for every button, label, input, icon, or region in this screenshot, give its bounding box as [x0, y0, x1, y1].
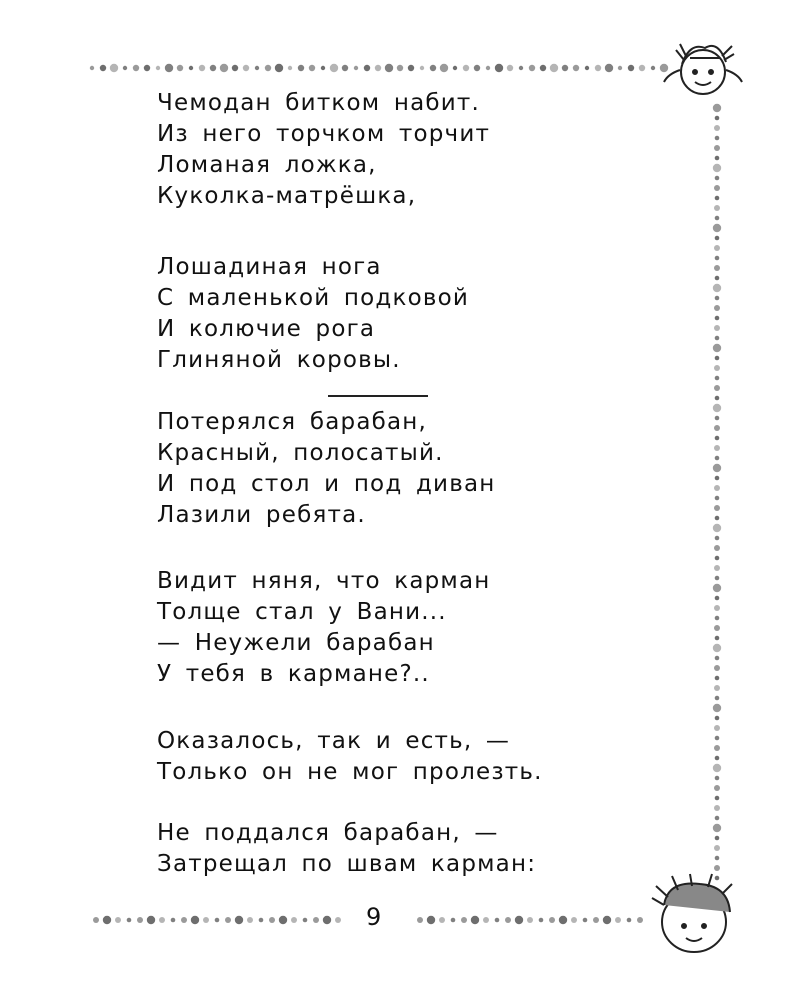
border-bead	[618, 66, 622, 70]
border-bead	[605, 64, 613, 72]
border-bead	[330, 64, 338, 72]
border-bead	[715, 576, 720, 581]
border-bead	[420, 66, 424, 70]
poem-line: Потерялся барабан,	[157, 409, 428, 435]
border-bead	[191, 916, 199, 924]
poem-line: Лазили ребята.	[157, 502, 366, 528]
border-bead	[309, 65, 315, 71]
border-bead	[177, 65, 183, 71]
border-bead	[715, 616, 720, 621]
border-bead	[715, 516, 720, 521]
border-bead	[715, 336, 720, 341]
border-bead	[171, 918, 176, 923]
border-bead	[123, 66, 127, 70]
border-bead	[595, 65, 601, 71]
border-bead	[573, 65, 579, 71]
border-bead	[342, 65, 348, 71]
stanza-5	[157, 726, 543, 788]
border-bead	[715, 196, 720, 201]
border-bead	[715, 456, 720, 461]
border-bead	[714, 305, 720, 311]
border-bead	[713, 164, 721, 172]
border-bead	[103, 916, 111, 924]
border-bead	[199, 65, 205, 71]
poem-line: Красный, полосатый.	[157, 440, 444, 466]
stanza-1	[157, 88, 490, 212]
border-bead	[715, 316, 720, 321]
girl-face-icon	[664, 44, 742, 94]
border-bead	[715, 756, 720, 761]
border-bead	[715, 636, 720, 641]
border-bead	[714, 205, 720, 211]
border-bead	[232, 65, 238, 71]
border-bead	[715, 596, 720, 601]
poem-line: С маленькой подковой	[157, 285, 470, 311]
border-bead	[714, 445, 720, 451]
border-bead	[715, 676, 720, 681]
border-bead	[714, 545, 720, 551]
border-bead	[715, 236, 720, 241]
border-bead	[321, 66, 325, 70]
border-bead	[550, 64, 558, 72]
poem-line: Куколка-матрёшка,	[157, 183, 417, 209]
poem-line: Чемодан битком набит.	[157, 90, 481, 116]
section-divider	[328, 395, 428, 397]
border-bead	[593, 917, 599, 923]
border-bead	[335, 917, 341, 923]
border-bead	[714, 665, 720, 671]
border-bead	[100, 65, 106, 71]
border-bead	[714, 805, 720, 811]
border-bead	[714, 625, 720, 631]
poem-line: Ломаная ложка,	[157, 152, 377, 178]
border-bead	[461, 917, 467, 923]
border-bead	[715, 816, 720, 821]
border-bead	[323, 916, 331, 924]
border-bead	[715, 656, 720, 661]
border-bead	[439, 917, 445, 923]
border-bead	[715, 436, 720, 441]
border-bead	[474, 65, 480, 71]
border-bead	[527, 917, 533, 923]
border-bead	[651, 66, 655, 70]
border-bead	[714, 485, 720, 491]
border-bead	[298, 65, 304, 71]
stanza-6	[157, 818, 536, 880]
border-bead	[210, 65, 216, 71]
border-bead	[627, 918, 632, 923]
border-bead	[713, 404, 721, 412]
border-bead	[127, 918, 132, 923]
border-bead	[713, 344, 721, 352]
poem-line: Затрещал по швам карман:	[157, 851, 537, 877]
border-bead	[715, 876, 720, 881]
border-bead	[714, 425, 720, 431]
border-bead	[417, 917, 423, 923]
border-bead	[714, 385, 720, 391]
poem-line: Лошадиная нога	[157, 254, 382, 280]
border-bead	[585, 66, 589, 70]
border-bead	[507, 65, 513, 71]
border-bead	[715, 116, 720, 121]
border-bead	[571, 917, 577, 923]
border-bead	[495, 918, 500, 923]
border-bead	[440, 64, 448, 72]
border-bead	[715, 496, 720, 501]
border-bead	[713, 284, 721, 292]
page-number: 9	[366, 903, 382, 931]
stanza-3	[157, 407, 496, 531]
border-bead	[715, 536, 720, 541]
poem-line: Толще стал у Вани...	[157, 599, 447, 625]
border-bead	[364, 65, 370, 71]
border-bead	[615, 917, 621, 923]
border-bead	[486, 66, 490, 70]
poem-line: Только он не мог пролезть.	[157, 759, 543, 785]
border-bead	[714, 685, 720, 691]
border-bead	[430, 65, 436, 71]
border-bead	[715, 416, 720, 421]
border-bead	[714, 365, 720, 371]
border-bead	[453, 66, 457, 70]
poem-line: Глиняной коровы.	[157, 347, 401, 373]
border-bead	[714, 185, 720, 191]
boy-face-icon	[652, 874, 732, 952]
border-bead	[639, 65, 645, 71]
border-bead	[549, 917, 555, 923]
border-bead	[713, 644, 721, 652]
border-bead	[714, 245, 720, 251]
border-bead	[243, 65, 249, 71]
border-bead	[713, 224, 721, 232]
border-bead	[279, 916, 287, 924]
border-bead	[259, 918, 264, 923]
border-bead	[713, 584, 721, 592]
border-bead	[713, 524, 721, 532]
border-bead	[713, 824, 721, 832]
border-bead	[463, 65, 469, 71]
poem-line: Не поддался барабан, —	[157, 820, 499, 846]
poem-line: — Неужели барабан	[157, 630, 435, 656]
border-bead	[715, 296, 720, 301]
border-bead	[529, 65, 535, 71]
border-bead	[715, 776, 720, 781]
border-bead	[215, 918, 220, 923]
border-bead	[713, 704, 721, 712]
poem-line: Из него торчком торчит	[157, 121, 491, 147]
border-bead	[220, 64, 228, 72]
border-bead	[715, 256, 720, 261]
border-bead	[133, 65, 139, 71]
border-bead	[714, 605, 720, 611]
border-bead	[291, 917, 297, 923]
border-bead	[559, 916, 567, 924]
border-bead	[715, 696, 720, 701]
border-bead	[225, 917, 231, 923]
border-bead	[715, 856, 720, 861]
border-bead	[495, 64, 503, 72]
border-bead	[715, 556, 720, 561]
border-bead	[375, 65, 381, 71]
stanza-4	[157, 566, 491, 690]
border-bead	[189, 66, 193, 70]
border-bead	[275, 64, 283, 72]
border-bead	[715, 176, 720, 181]
border-bead	[637, 917, 643, 923]
border-bead	[540, 65, 546, 71]
border-bead	[715, 476, 720, 481]
border-bead	[715, 796, 720, 801]
border-bead	[713, 464, 721, 472]
border-bead	[255, 66, 259, 70]
border-bead	[714, 505, 720, 511]
border-bead	[715, 836, 720, 841]
border-bead	[713, 764, 721, 772]
border-bead	[483, 917, 489, 923]
border-bead	[505, 917, 511, 923]
border-bead	[159, 917, 165, 923]
border-bead	[451, 918, 456, 923]
border-bead	[714, 785, 720, 791]
border-bead	[181, 917, 187, 923]
border-bead	[288, 66, 292, 70]
border-bead	[90, 66, 94, 70]
border-bead	[603, 916, 611, 924]
border-bead	[385, 64, 393, 72]
border-bead	[714, 725, 720, 731]
border-bead	[715, 156, 720, 161]
border-bead	[265, 65, 271, 71]
border-bead	[714, 565, 720, 571]
poem-line: И под стол и под диван	[157, 471, 496, 497]
stanza-2	[157, 252, 469, 376]
border-bead	[144, 65, 150, 71]
border-bead	[714, 125, 720, 131]
border-bead	[235, 916, 243, 924]
border-bead	[156, 66, 160, 70]
border-bead	[715, 376, 720, 381]
border-bead	[660, 64, 668, 72]
border-bead	[471, 916, 479, 924]
border-bead	[110, 64, 118, 72]
border-bead	[303, 918, 308, 923]
border-bead	[715, 136, 720, 141]
border-bead	[714, 325, 720, 331]
border-bead	[147, 916, 155, 924]
border-bead	[427, 916, 435, 924]
border-bead	[628, 65, 634, 71]
border-bead	[269, 917, 275, 923]
border-bead	[583, 918, 588, 923]
border-bead	[715, 216, 720, 221]
poem-line: У тебя в кармане?..	[157, 661, 430, 687]
border-bead	[714, 865, 720, 871]
border-bead	[313, 917, 319, 923]
border-bead	[137, 917, 143, 923]
border-bead	[93, 917, 99, 923]
border-bead	[713, 104, 721, 112]
poem-line: Видит няня, что карман	[157, 568, 491, 594]
poem-line: Оказалось, так и есть, —	[157, 728, 511, 754]
border-bead	[165, 64, 173, 72]
border-bead	[354, 66, 358, 70]
border-bead	[515, 916, 523, 924]
border-bead	[397, 65, 403, 71]
border-bead	[714, 745, 720, 751]
border-bead	[715, 396, 720, 401]
border-bead	[115, 917, 121, 923]
border-bead	[715, 356, 720, 361]
border-bead	[247, 917, 253, 923]
border-bead	[408, 65, 414, 71]
border-bead	[714, 145, 720, 151]
border-bead	[714, 265, 720, 271]
border-bead	[539, 918, 544, 923]
border-bead	[203, 917, 209, 923]
border-bead	[519, 66, 523, 70]
border-bead	[715, 716, 720, 721]
border-bead	[562, 65, 568, 71]
poem-line: И колючие рога	[157, 316, 376, 342]
border-bead	[714, 845, 720, 851]
border-bead	[715, 276, 720, 281]
border-bead	[715, 736, 720, 741]
